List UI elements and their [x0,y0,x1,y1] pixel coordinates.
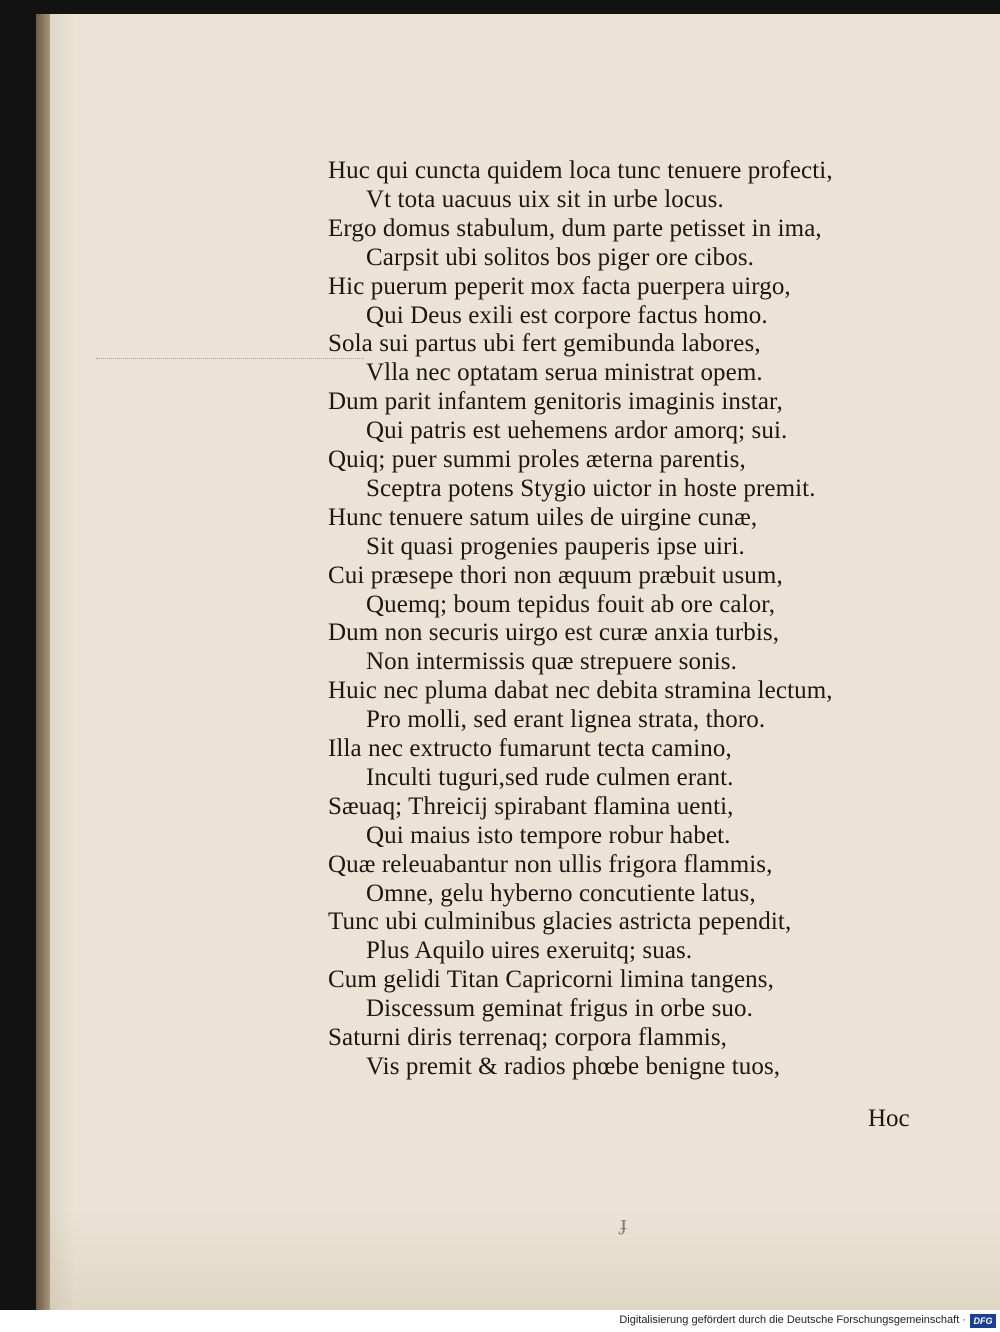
verse-line: Sit quasi progenies pauperis ipse uiri. [366,533,745,560]
verse-line: Vlla nec optatam serua ministrat opem. [366,359,763,386]
verse-line: Hic puerum peperit mox facta puerpera uirgo, [328,273,791,300]
verse-line: Non intermissis quæ strepuere sonis. [366,648,737,675]
verse-line: Sæuaq; Threicij spirabant flamina uenti, [328,793,734,820]
verse-line: Huc qui cuncta quidem loca tunc tenuere profecti, [328,157,833,184]
verse-line: Saturni diris terrenaq; corpora flammis, [328,1024,728,1051]
catchword: Hoc [868,1105,910,1132]
verse-line: Dum parit infantem genitoris imaginis instar, [328,388,783,415]
verse-line: Tunc ubi culminibus glacies astricta pependit, [328,908,792,935]
dfg-logo: DFG [970,1314,996,1328]
verse-line: Vis premit & radios phœbe benigne tuos, [366,1053,781,1080]
verse-line: Qui patris est uehemens ardor amorq; sui. [366,417,788,444]
verse-line: Cui præsepe thori non æquum præbuit usum, [328,562,783,589]
verse-line: Quæ releuabantur non ullis frigora flammis, [328,851,773,878]
verse-line: Quiq; puer summi proles æterna parentis, [328,446,746,473]
verse-line: Quemq; boum tepidus fouit ab ore calor, [366,591,776,618]
footer-bar [0,1310,1000,1332]
verse-line: Discessum geminat frigus in orbe suo. [366,995,753,1022]
verse-line: Ergo domus stabulum, dum parte petisset in ima, [328,215,822,242]
poem-text [36,14,1000,1310]
verse-line: Qui Deus exili est corpore factus homo. [366,302,768,329]
verse-line: Inculti tuguri,sed rude culmen erant. [366,764,734,791]
verse-line: Huic nec pluma dabat nec debita stramina lectum, [328,677,833,704]
verse-line: Plus Aquilo uires exeruitq; suas. [366,937,693,964]
verse-line: Qui maius isto tempore robur habet. [366,822,731,849]
verse-line: Carpsit ubi solitos bos piger ore cibos. [366,244,754,271]
verse-line: Vt tota uacuus uix sit in urbe locus. [366,186,724,213]
footer-credit: Digitalisierung gefördert durch die Deutsche Forschungsgemeinschaft · [619,1314,966,1326]
verse-line: Omne, gelu hyberno concutiente latus, [366,880,756,907]
verse-line: Illa nec extructo fumarunt tecta camino, [328,735,732,762]
verse-line: Sola sui partus ubi fert gemibunda labores, [328,330,761,357]
verse-line: Pro molli, sed erant lignea strata, thoro. [366,706,766,733]
scanned-page [36,14,1000,1310]
verse-line: Dum non securis uirgo est curæ anxia turbis, [328,619,780,646]
verse-line: Sceptra potens Stygio uictor in hoste premit. [366,475,816,502]
verse-line: Cum gelidi Titan Capricorni limina tangens, [328,966,774,993]
stray-mark: ɟ [620,1210,628,1235]
verse-line: Hunc tenuere satum uiles de uirgine cunæ, [328,504,758,531]
